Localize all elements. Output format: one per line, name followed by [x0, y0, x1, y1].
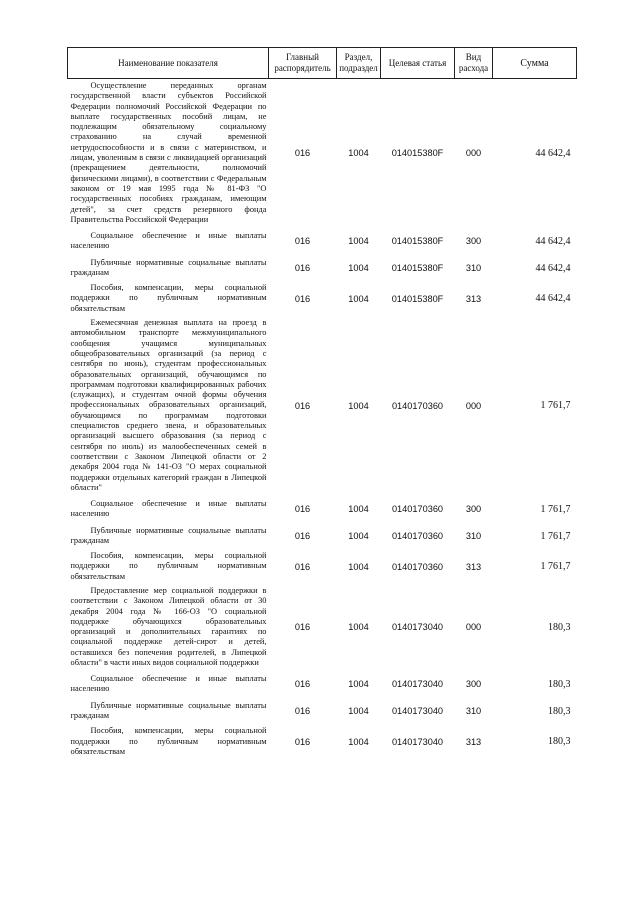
row-name: Социальное обеспечение и иные выплаты населению [70, 498, 267, 519]
table-row [68, 255, 577, 281]
row-manager: 016 [294, 531, 311, 542]
row-article: 0140170360 [391, 400, 444, 411]
row-name: Предоставление мер социальной поддержки в соответствии с Законом Липецкой области от 30 декабря 2004 года № 166-ОЗ "О социальной поддержке обучающихся образовательных организаций и дополнительных гарантиях по социальной поддержке детей-сирот и детей, оставшихся без попечения родителей, в Липецкой области" в части иных видов социальной поддержки [70, 585, 267, 668]
row-article: 0140170360 [391, 531, 444, 542]
table-header [68, 48, 577, 79]
row-name: Публичные нормативные социальные выплаты гражданам [70, 701, 267, 721]
row-name: Пособия, компенсации, меры социальной поддержки по публичным нормативным обязательствам [70, 726, 267, 756]
row-article: 0140173040 [391, 679, 444, 690]
row-section: 1004 [348, 400, 369, 411]
row-manager: 016 [294, 148, 311, 159]
row-name: Социальное обеспечение и иные выплаты населению [70, 674, 267, 694]
row-section: 1004 [348, 504, 369, 515]
row-section: 1004 [348, 622, 369, 633]
row-expense: 310 [465, 531, 482, 542]
row-article: 014015380F [391, 148, 444, 159]
row-section: 1004 [348, 531, 369, 542]
row-section: 1004 [348, 561, 369, 572]
row-sum: 44 642,4 [535, 262, 571, 274]
table-row [68, 523, 577, 549]
table-row [68, 79, 577, 228]
row-article: 0140173040 [391, 736, 444, 747]
row-sum: 1 761,7 [540, 561, 571, 573]
row-sum: 1 761,7 [540, 503, 571, 515]
row-expense: 300 [465, 236, 482, 247]
row-name: Публичные нормативные социальные выплаты гражданам [70, 525, 267, 546]
row-expense: 000 [465, 148, 482, 159]
header-sum: Сумма [493, 48, 577, 79]
row-name: Социальное обеспечение и иные выплаты населению [70, 230, 267, 251]
row-sum: 180,3 [548, 736, 571, 748]
row-name: Пособия, компенсации, меры социальной поддержки по публичным нормативным обязательствам [70, 283, 267, 313]
row-section: 1004 [348, 236, 369, 247]
row-article: 0140173040 [391, 622, 444, 633]
row-section: 1004 [348, 706, 369, 717]
row-article: 0140170360 [391, 561, 444, 572]
table-row [68, 584, 577, 670]
row-manager: 016 [294, 706, 311, 717]
row-sum: 180,3 [548, 705, 571, 717]
row-name: Публичные нормативные социальные выплаты гражданам [70, 257, 267, 278]
row-name: Пособия, компенсации, меры социальной поддержки по публичным нормативным обязательствам [70, 551, 267, 581]
table-row [68, 281, 577, 316]
row-sum: 1 761,7 [540, 400, 571, 412]
row-expense: 300 [465, 504, 482, 515]
row-expense: 313 [465, 736, 482, 747]
table-row [68, 698, 577, 724]
row-manager: 016 [294, 263, 311, 274]
row-article: 014015380F [391, 236, 444, 247]
row-section: 1004 [348, 148, 369, 159]
row-manager: 016 [294, 679, 311, 690]
row-expense: 310 [465, 263, 482, 274]
header-name: Наименование показателя [68, 48, 269, 79]
row-sum: 44 642,4 [535, 235, 571, 247]
table-body [68, 79, 577, 760]
row-sum: 180,3 [548, 678, 571, 690]
table-row [68, 316, 577, 495]
row-name: Ежемесячная денежная выплата на проезд в автомобильном транспорте межмуниципального сообщения учащимся муниципальных общеобразовательных организаций (за период с сентября по июнь), студентам профессиональных образовательных организаций, обучающимся по программам подготовки квалифицированных рабочих (служащих), и студентам очной формы обучения профессиональных образовательных организаций, обучающимся по программам подготовки специалистов среднего звена, и образовательных организаций высшего образования (за период с сентября по июль) из малообеспеченных семей в соответствии с Законом Липецкой области от 2 декабря 2004 года № 141-ОЗ "О мерах социальной поддержки отдельных категорий граждан в Липецкой области" [70, 318, 267, 492]
table-row [68, 549, 577, 584]
table-row [68, 227, 577, 255]
header-section: Раздел, подраздел [337, 48, 381, 79]
row-manager: 016 [294, 293, 311, 304]
row-section: 1004 [348, 293, 369, 304]
row-expense: 313 [465, 293, 482, 304]
row-expense: 310 [465, 706, 482, 717]
row-sum: 44 642,4 [535, 293, 571, 305]
row-expense: 300 [465, 679, 482, 690]
budget-table [67, 47, 577, 759]
row-manager: 016 [294, 561, 311, 572]
row-sum: 44 642,4 [535, 147, 571, 159]
row-section: 1004 [348, 736, 369, 747]
row-section: 1004 [348, 679, 369, 690]
row-sum: 1 761,7 [540, 530, 571, 542]
row-manager: 016 [294, 622, 311, 633]
row-manager: 016 [294, 400, 311, 411]
row-article: 0140170360 [391, 504, 444, 515]
row-manager: 016 [294, 236, 311, 247]
row-article: 0140173040 [391, 706, 444, 717]
row-name: Осуществление переданных органам государственной власти субъектов Российской Федерации полномочий Российской Федерации по выплате государственных пособий лицам, не подлежащим обязательному социальному страхованию на случай временной нетрудоспособности и в связи с материнством, и лицам, уволенным в связи с ликвидацией организаций (прекращением деятельности, полномочий физическими лицами), в соответствии с Федеральным законом от 19 мая 1995 года № 81-ФЗ "О государственных пособиях гражданам, имеющим детей", за счет средств резервного фонда Правительства Российской Федерации [70, 81, 267, 224]
row-section: 1004 [348, 263, 369, 274]
row-article: 014015380F [391, 263, 444, 274]
header-manager: Главный распорядитель [269, 48, 337, 79]
header-expense: Вид расхода [455, 48, 493, 79]
row-expense: 000 [465, 622, 482, 633]
row-expense: 000 [465, 400, 482, 411]
table-row [68, 495, 577, 523]
table-row [68, 724, 577, 759]
row-manager: 016 [294, 504, 311, 515]
row-article: 014015380F [391, 293, 444, 304]
header-article: Целевая статья [381, 48, 455, 79]
row-expense: 313 [465, 561, 482, 572]
row-manager: 016 [294, 736, 311, 747]
table-row [68, 670, 577, 698]
row-sum: 180,3 [548, 621, 571, 633]
